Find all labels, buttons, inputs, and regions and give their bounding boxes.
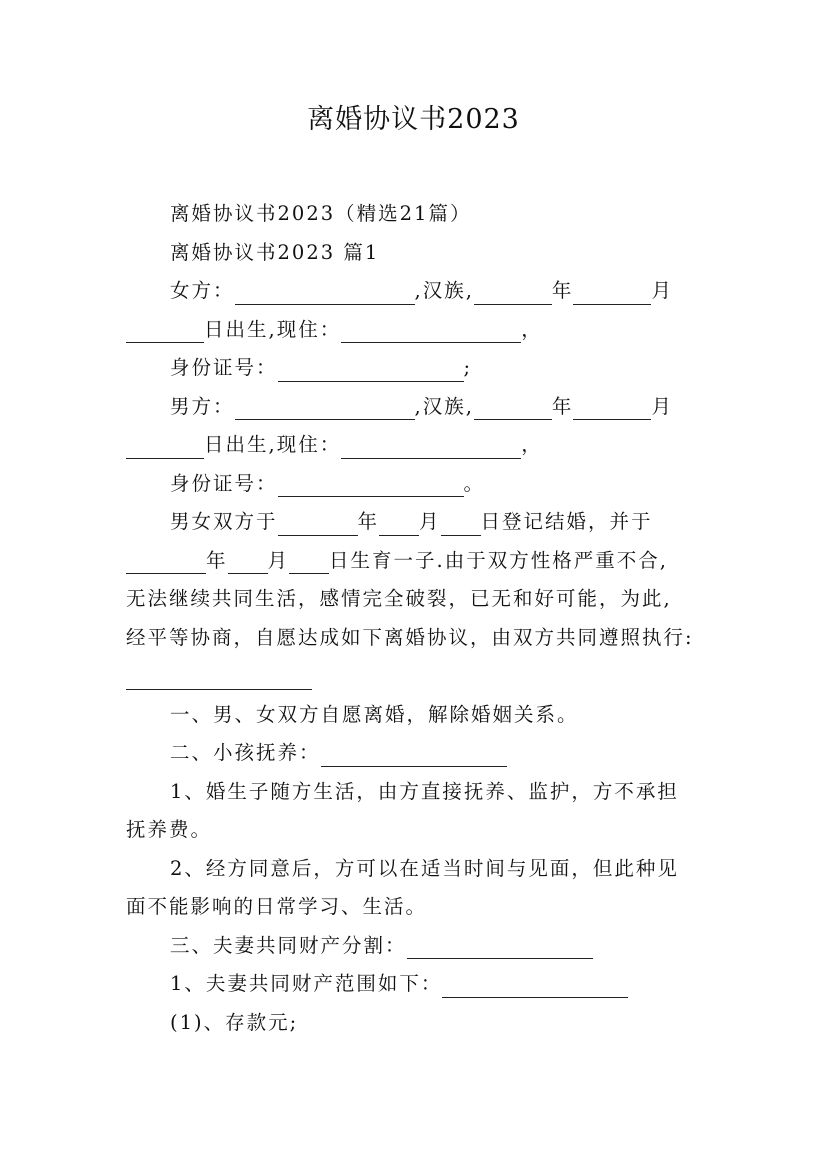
property-scope-blank	[442, 969, 628, 998]
text: 年	[551, 394, 574, 418]
signature-blank-line	[126, 657, 716, 696]
document-title: 离婚协议书2023	[307, 104, 520, 135]
property-division-blank	[407, 930, 593, 959]
document-body	[126, 195, 716, 1042]
text: 男方：	[170, 394, 235, 418]
text: 三、夫妻共同财产分割：	[170, 933, 407, 957]
day-blank	[289, 545, 329, 574]
husband-address-line	[126, 426, 716, 465]
clause-three-item-1-1	[126, 1004, 716, 1043]
text: ;	[463, 356, 473, 379]
birth-day-blank	[126, 314, 204, 343]
text: 年	[357, 510, 380, 533]
text: 日生育一子.由于双方性格严重不合,	[329, 548, 668, 572]
child-custody-blank	[321, 738, 507, 767]
clause-three	[126, 927, 716, 966]
text: ，	[521, 317, 543, 341]
day-blank	[441, 507, 481, 536]
text: 年	[551, 279, 574, 302]
text: 日登记结婚，并于	[480, 510, 653, 533]
text: 离婚协议书2023 篇1	[170, 240, 380, 264]
section-heading	[126, 234, 716, 273]
clause-two	[126, 734, 716, 773]
birth-day-blank	[126, 430, 204, 459]
text: 抚养费。	[126, 818, 213, 841]
wife-line	[126, 272, 716, 311]
standalone-blank	[126, 661, 312, 690]
text: 女方：	[170, 279, 235, 302]
text: 。	[463, 471, 486, 495]
year-blank	[126, 545, 206, 574]
clause-two-item-1	[126, 773, 716, 812]
month-blank	[228, 545, 268, 574]
clause-three-item-1	[126, 965, 716, 1004]
text: 二、小孩抚养：	[170, 741, 321, 764]
text: 月	[651, 394, 673, 418]
text: 面不能影响的日常学习、生活。	[126, 895, 428, 918]
clause-two-item-1-cont	[126, 811, 716, 850]
wife-id-line	[126, 349, 716, 388]
month-blank	[379, 507, 419, 536]
text: ,汉族,	[414, 279, 474, 302]
paragraph-line	[126, 619, 716, 658]
text: (1)、存款元;	[170, 1010, 299, 1034]
address-blank	[341, 430, 521, 459]
text: 无法继续共同生活，感情完全破裂，已无和好可能，为此,	[126, 587, 672, 610]
husband-line	[126, 388, 716, 427]
text: 经平等协商，自愿达成如下离婚协议，由双方共同遵照执行:	[126, 625, 694, 649]
paragraph-line	[126, 580, 716, 619]
child-birth-line	[126, 542, 716, 581]
text: 月	[651, 279, 673, 302]
text: 身份证号：	[170, 356, 278, 379]
clause-two-item-2	[126, 850, 716, 889]
subtitle-line	[126, 195, 716, 234]
text: 男女双方于	[170, 510, 278, 533]
text: 一、男、女双方自愿离婚，解除婚姻关系。	[170, 702, 579, 726]
id-number-blank	[278, 468, 464, 497]
address-blank	[341, 314, 521, 343]
birth-year-blank	[474, 276, 552, 305]
text: 日出生,现住：	[204, 433, 342, 456]
marriage-line	[126, 503, 716, 542]
text: 2、经方同意后，方可以在适当时间与见面，但此种见	[170, 856, 679, 880]
text: ，	[521, 433, 543, 456]
wife-name-blank	[235, 276, 415, 305]
text: ,汉族,	[414, 394, 474, 418]
clause-one	[126, 696, 716, 735]
birth-year-blank	[474, 391, 552, 420]
text: 月	[267, 548, 290, 572]
clause-two-item-2-cont	[126, 888, 716, 927]
id-number-blank	[278, 353, 464, 382]
text: 1、婚生子随方生活，由方直接抚养、监护，方不承担	[170, 779, 679, 803]
text: 身份证号：	[170, 471, 278, 495]
husband-id-line	[126, 465, 716, 504]
text: 离婚协议书2023（精选21篇）	[170, 202, 472, 225]
text: 1、夫妻共同财产范围如下：	[170, 972, 443, 995]
birth-month-blank	[573, 276, 651, 305]
husband-name-blank	[235, 391, 415, 420]
text: 年	[206, 548, 228, 572]
birth-month-blank	[573, 391, 651, 420]
text: 日出生,现住：	[204, 317, 342, 341]
wife-address-line	[126, 311, 716, 350]
year-blank	[278, 507, 358, 536]
text: 月	[419, 510, 441, 533]
